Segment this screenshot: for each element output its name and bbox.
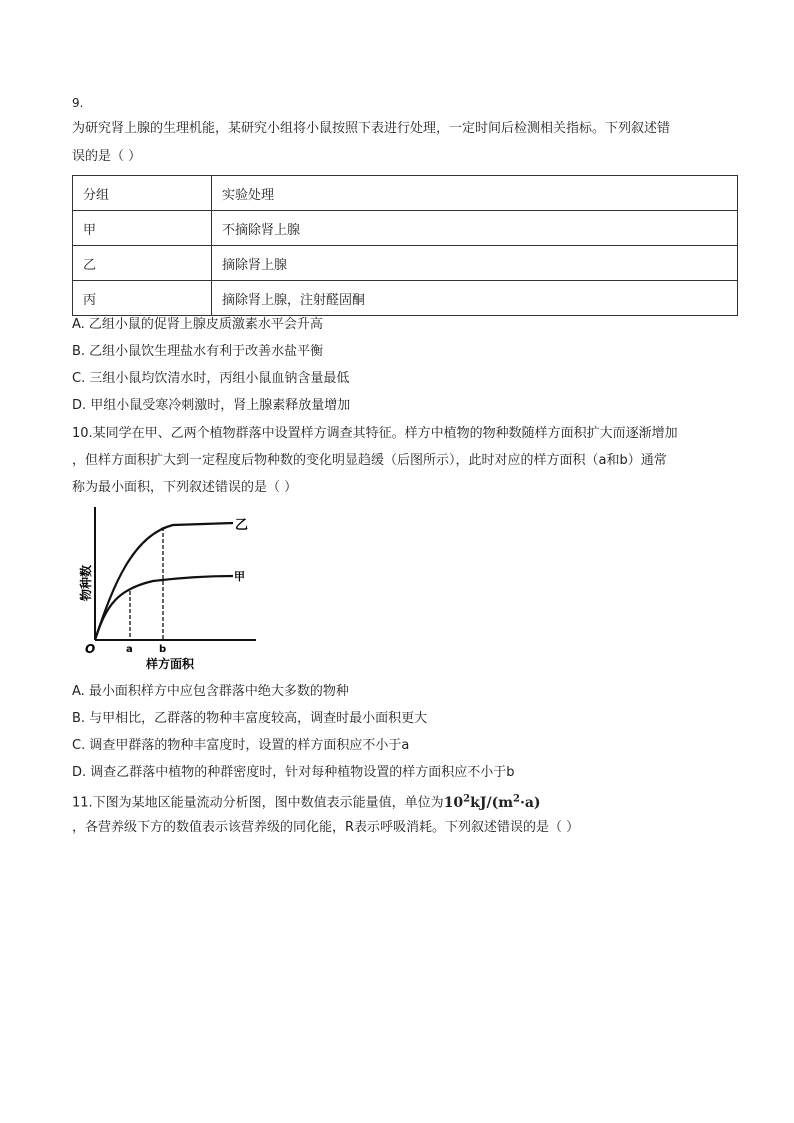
q9-option-a: A. 乙组小鼠的促肾上腺皮质激素水平会升高	[72, 317, 323, 332]
unit-middle: kJ/(m	[470, 794, 514, 811]
q10-option-c: C. 调查甲群落的物种丰富度时，设置的样方面积应不小于a	[72, 738, 410, 753]
table-cell: 摘除肾上腺，注射醛固酮	[212, 281, 738, 316]
table-cell: 不摘除肾上腺	[212, 211, 738, 246]
question-10-stem-line3: 称为最小面积，下列叙述错误的是（ ）	[72, 480, 298, 495]
table-cell: 乙	[73, 246, 212, 281]
unit-exponent-2: 2	[513, 793, 520, 804]
table-cell: 摘除肾上腺	[212, 246, 738, 281]
unit-exponent: 2	[463, 793, 471, 804]
species-area-chart	[78, 505, 258, 675]
question-10-stem-line1: 10.某同学在甲、乙两个植物群落中设置样方调查其特征。样方中植物的物种数随样方面积扩大而逐渐增加	[72, 426, 678, 441]
question-11-stem-line2: ，各营养级下方的数值表示该营养级的同化能，R表示呼吸消耗。下列叙述错误的是（ ）	[72, 820, 580, 835]
x-tick-label-b: b	[159, 644, 167, 655]
question-9-stem-line2: 误的是（ ）	[72, 149, 142, 164]
question-9-stem-line1: 为研究肾上腺的生理机能，某研究小组将小鼠按照下表进行处理，一定时间后检测相关指标。下列叙述错	[72, 121, 671, 136]
unit-base: 10	[443, 794, 464, 811]
table-cell: 甲	[73, 211, 212, 246]
table-header-group: 分组	[73, 176, 212, 211]
table-header-row	[73, 176, 738, 211]
series-label-yi: 乙	[235, 518, 249, 533]
origin-label: O	[85, 642, 96, 656]
x-tick-label-a: a	[126, 644, 133, 655]
series-label-jia: 甲	[234, 570, 245, 583]
table-cell: 丙	[73, 281, 212, 316]
question-10-stem-line2: ，但样方面积扩大到一定程度后物种数的变化明显趋缓（后图所示），此时对应的样方面积（a和b）通常	[72, 453, 667, 468]
question-11-stem-line1	[72, 790, 541, 813]
q10-option-a: A. 最小面积样方中应包含群落中绝大多数的物种	[72, 684, 349, 699]
x-axis-label: 样方面积	[146, 657, 195, 671]
q9-option-c: C. 三组小鼠均饮清水时，丙组小鼠血钠含量最低	[72, 371, 350, 386]
q10-option-b: B. 与甲相比，乙群落的物种丰富度较高，调查时最小面积更大	[72, 711, 428, 726]
table-header-treatment: 实验处理	[212, 176, 738, 211]
table-row	[73, 281, 738, 316]
series-line-yi	[95, 523, 233, 640]
q9-option-d: D. 甲组小鼠受寒冷刺激时，肾上腺素释放量增加	[72, 398, 351, 413]
q9-option-b: B. 乙组小鼠饮生理盐水有利于改善水盐平衡	[72, 344, 324, 359]
unit-end: ·a)	[519, 794, 541, 811]
question-11-stem-prefix: 11.下图为某地区能量流动分析图，图中数值表示能量值，单位为	[72, 795, 444, 811]
table-row	[73, 211, 738, 246]
question-9-number: 9.	[72, 96, 84, 110]
experiment-table	[72, 175, 738, 316]
table-row	[73, 246, 738, 281]
energy-unit	[444, 795, 541, 811]
q10-option-d: D. 调查乙群落中植物的种群密度时，针对每种植物设置的样方面积应不小于b	[72, 765, 515, 780]
y-axis-label: 物种数	[79, 564, 93, 601]
